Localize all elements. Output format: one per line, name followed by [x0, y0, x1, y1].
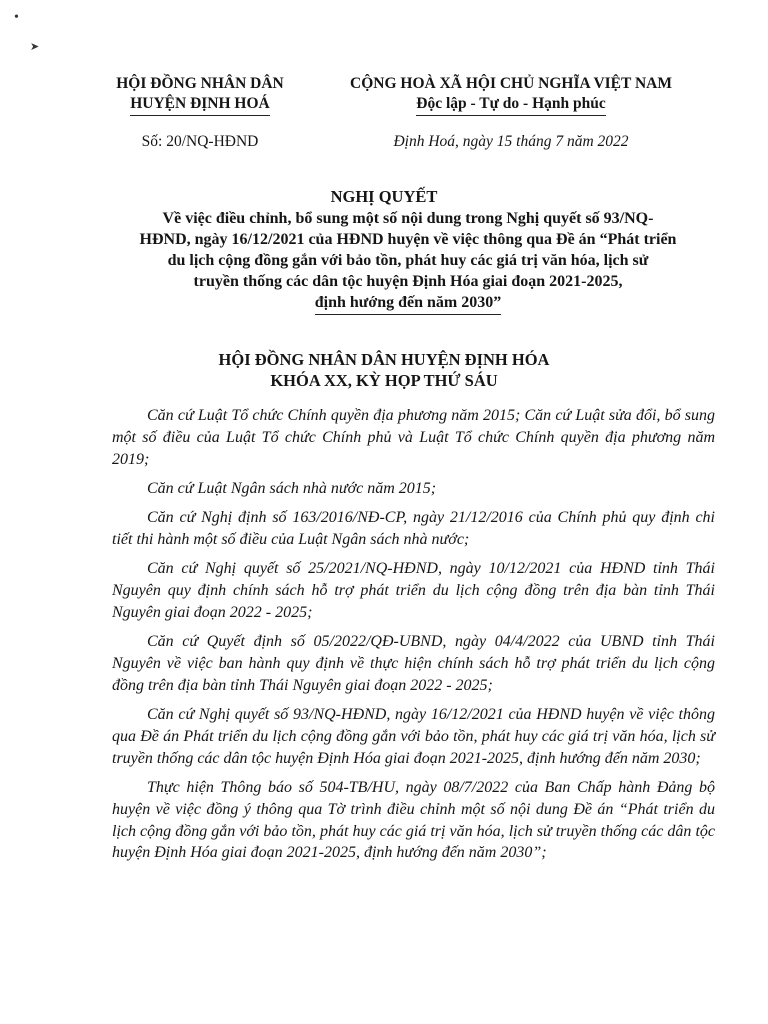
- council-name: HỘI ĐỒNG NHÂN DÂN HUYỆN ĐỊNH HÓA: [218, 350, 550, 369]
- subject-line: truyền thống các dân tộc huyện Định Hóa giai đoạn 2021-2025,: [193, 273, 623, 290]
- document-title: NGHỊ QUYẾT: [330, 187, 438, 206]
- legal-basis-paragraph: Thực hiện Thông báo số 504-TB/HU, ngày 08/7/2022 của Ban Chấp hành Đảng bộ huyện về việc đồng ý thông qua Tờ trình điều chỉnh một số nội dung Đề án “Phát triển du lịch cộng đồng gắn với bảo tồn, phát huy các giá trị văn hóa, lịch sử truyền thống các dân tộc huyện Định Hóa giai đoạn 2021-2025, định hướng đến năm 2030”;: [112, 778, 715, 862]
- issuer-line1: HỘI ĐỒNG NHÂN DÂN: [116, 75, 284, 92]
- legal-basis-paragraph: Căn cứ Luật Tổ chức Chính quyền địa phương năm 2015; Căn cứ Luật sửa đổi, bổ sung một số điều của Luật Tổ chức Chính phủ và Luật Tổ chức Chính quyền địa phương năm 2019;: [112, 407, 715, 468]
- legal-bases: [112, 405, 715, 872]
- legal-basis-paragraph: Căn cứ Nghị quyết số 93/NQ-HĐND, ngày 16/12/2021 của HĐND huyện về việc thông qua Đề án Phát triển du lịch cộng đồng gắn với bảo tồn, phát huy các giá trị văn hóa, lịch sử truyền thống các dân tộc huyện Định Hóa giai đoạn 2021-2025, định hướng đến năm 2030;: [112, 706, 715, 767]
- subject-line: Về việc điều chỉnh, bổ sung một số nội dung trong Nghị quyết số 93/NQ-: [162, 210, 654, 227]
- legal-basis-paragraph: Căn cứ Nghị quyết số 25/2021/NQ-HĐND, ngày 10/12/2021 của HĐND tỉnh Thái Nguyên quy định chính sách hỗ trợ phát triển du lịch cộng đồng trên địa bàn tỉnh Thái Nguyên giai đoạn 2022 - 2025;: [112, 560, 715, 621]
- document-subject: [108, 208, 708, 315]
- subject-line: du lịch cộng đồng gắn với bảo tồn, phát huy các giá trị văn hóa, lịch sử: [167, 252, 649, 269]
- national-motto: [316, 94, 706, 116]
- document-number: Số: 20/NQ-HĐND: [141, 133, 259, 150]
- subject-last-line: định hướng đến năm 2030”: [315, 292, 502, 315]
- national-title: CỘNG HOÀ XÃ HỘI CHỦ NGHĨA VIỆT NAM: [350, 75, 672, 92]
- legal-basis-paragraph: Căn cứ Quyết định số 05/2022/QĐ-UBND, ngày 04/4/2022 của UBND tỉnh Thái Nguyên về việc ban hành quy định về thực hiện chính sách hỗ trợ phát triển du lịch cộng đồng trên địa bàn tỉnh Thái Nguyên giai đoạn 2022 - 2025;: [112, 633, 715, 694]
- scan-mark: •: [14, 10, 19, 25]
- legal-basis-paragraph: Căn cứ Luật Ngân sách nhà nước năm 2015;: [147, 479, 437, 497]
- council-session: KHÓA XX, KỲ HỌP THỨ SÁU: [270, 371, 498, 390]
- issuer-block: [100, 74, 300, 116]
- issuer-line2-text: HUYỆN ĐỊNH HOÁ: [130, 94, 270, 116]
- subject-line: [108, 292, 708, 315]
- place-date: Định Hoá, ngày 15 tháng 7 năm 2022: [393, 133, 629, 150]
- national-title-block: [316, 74, 706, 116]
- issuer-line2: [100, 94, 300, 116]
- scan-mark: ➤: [30, 41, 40, 53]
- subject-line: HĐND, ngày 16/12/2021 của HĐND huyện về việc thông qua Đề án “Phát triển: [139, 231, 677, 248]
- legal-basis-paragraph: Căn cứ Nghị định số 163/2016/NĐ-CP, ngày 21/12/2016 của Chính phủ quy định chi tiết thi hành một số điều của Luật Ngân sách nhà nước;: [112, 509, 715, 548]
- council-heading: [0, 349, 768, 391]
- national-motto-text: Độc lập - Tự do - Hạnh phúc: [416, 94, 605, 116]
